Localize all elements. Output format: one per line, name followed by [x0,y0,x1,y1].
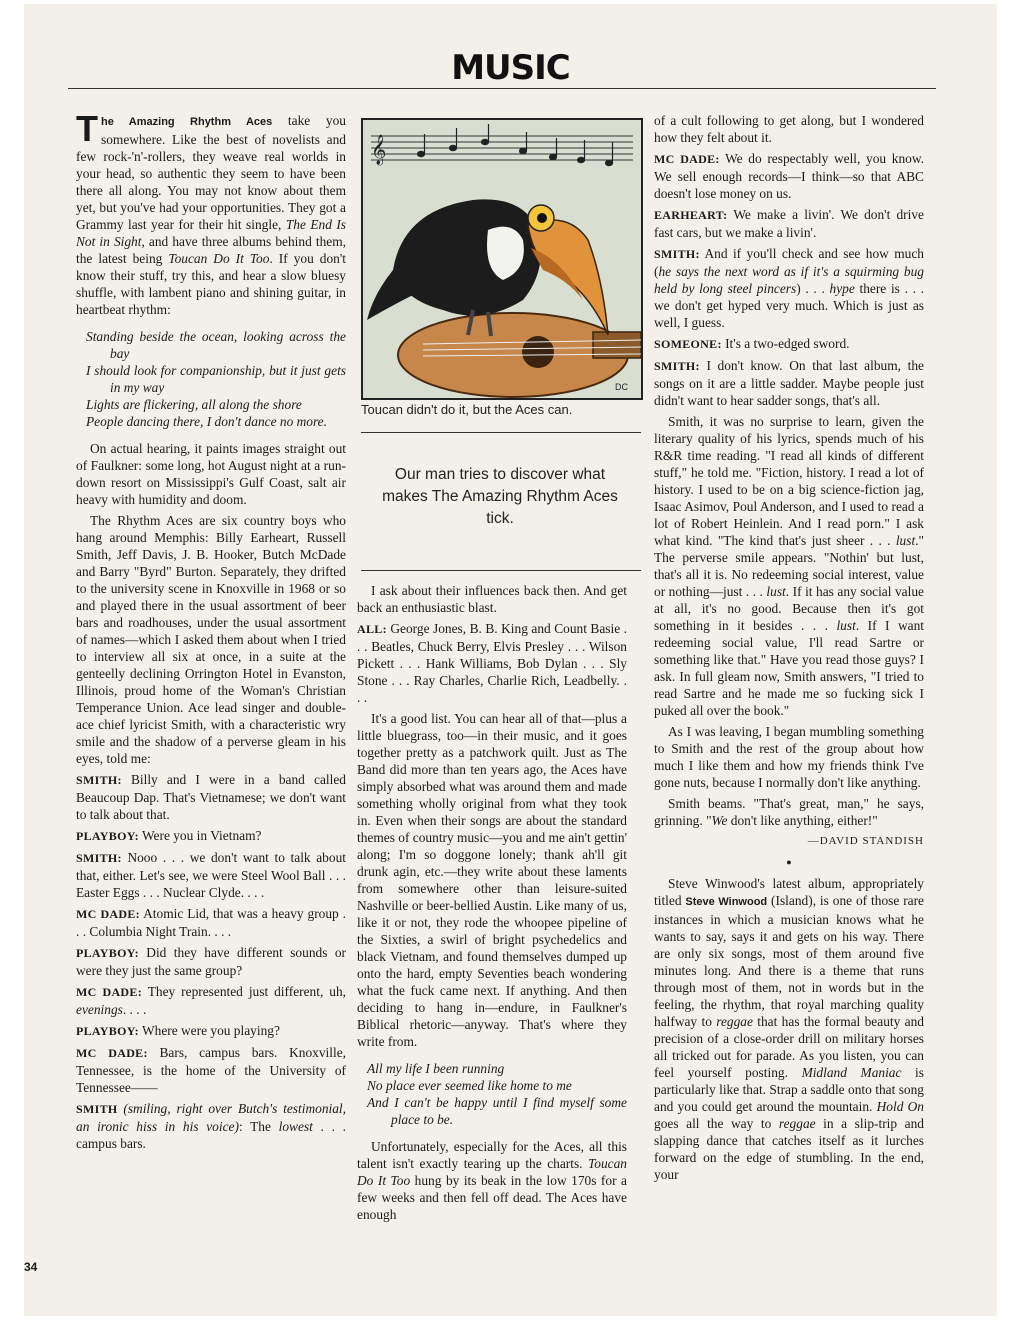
lyric-line: Standing beside the ocean, looking across the bay [86,329,346,361]
section-heading: MUSIC [451,48,570,88]
dialogue-line: PLAYBOY: Were you in Vietnam? [76,828,262,843]
lyric-verse [357,1060,627,1128]
toucan-guitar-drawing [363,120,641,398]
deck-rule-bottom [361,570,641,571]
dialogue-line: SOMEONE: It's a two-edged sword. [654,336,850,351]
lyric-line: No place ever seemed like home to me [367,1078,572,1093]
dialogue-line: EARHEART: We make a livin'. We don't drive fast cars, but we make a livin'. [654,207,924,240]
magazine-page [24,4,997,1316]
author-byline: —DAVID STANDISH [807,835,924,847]
section-bullet-icon: ● [786,857,792,867]
article-column-1 [76,108,347,1156]
paragraph: I ask about their influences back then. And get back an enthusiastic blast. [357,583,627,615]
lyric-line: I should look for companionship, but it just gets in my way [86,363,346,395]
dialogue-line: MC DADE: They represented just different, uh, evenings. . . . [76,984,347,1017]
dialogue-line: PLAYBOY: Did they have different sounds or were they just the same group? [76,945,346,978]
paragraph: Smith, it was no surprise to learn, given the literary quality of his lyrics, spends much of his R&R time reading. "I read all kinds of different stuff," he told me. "Fiction, history. I read a lot of history. I used to be on a big science-fiction jag, Isaac Asimov, Poul Anderson, and I used to read a lot of Robert Heinlein. And I read porn." I ask what kind. "The kind that's just sheer . . . lust." The perverse smile appears. "Nothin' but lust, that's all it is. No redeeming social interest, value or nothing—just . . . lust. If it has any social value at all, it's no good. Because then it's got something in it besides . . . lust. If I want redeeming social value, I'll read Sartre or something like that." Have you read those guys? I ask. In full gleam now, Smith answers, "I tried to read Sartre and he made me so fucking sick I puked all over the book." [654,414,924,718]
opening-paragraph: The Amazing Rhythm Aces take you somewhere. Like the best of novelists and few rock-'n'-rollers, they weave real worlds in your head, so authentic they seem to have been there all along. You may not know about them yet, but you've had your opportunities. They got a Grammy last year for their hit single, The End Is Not in Sight, and have three albums behind them, the latest being Toucan Do It Too. If you don't know their stuff, try this, and hear a slow bluesy shuffle, with lambent piano and shining guitar, in heartbeat rhythm: [76,108,346,317]
artist-signature: DC [615,382,628,392]
page-number: 34 [24,1260,38,1274]
dialogue-line: MC DADE: Atomic Lid, that was a heavy group . . . Columbia Night Train. . . . [76,906,346,939]
paragraph: of a cult following to get along, but I wondered how they felt about it. [654,113,924,145]
toucan-illustration [361,118,643,400]
paragraph: The Rhythm Aces are six country boys who hang around Memphis: Billy Earheart, Russell Smith, Jeff Davis, J. B. Hooker, Butch McDade and Barry "Byrd" Burton. Separately, they drifted to the university scene in Knoxville in 1968 or so and played there in the usual assortment of beer bars and roadhouses, under the usual assortment of names—which I asked them about when I tried to interview all six at once, in a suite at the genteelly declining Orrington Hotel in Evanston, Illinois, proud home of the Woman's Christian Temperance Union. Ace lead singer and double-ace chief lyricist Smith, with a characteristic wry smile and the shadow of a perverse gleam in his eyes, told me: [76,513,346,766]
dialogue-line: MC DADE: We do respectably well, you know. We sell enough records—I think—so that ABC doesn't lose money on us. [654,151,925,201]
lyric-line: Lights are flickering, all along the shore [86,397,302,412]
deck-rule-top [361,432,641,433]
lyric-line: All my life I been running [367,1061,505,1076]
dialogue-line: MC DADE: Bars, campus bars. Knoxville, Tennessee, is the home of the University of Tennessee—— [76,1045,347,1095]
paragraph: As I was leaving, I began mumbling something to Smith and the rest of the group about how much I like them and how my friends think I've gone nuts, because I normally don't like anything. [654,724,924,790]
lyric-verse [76,328,346,430]
dialogue-line: PLAYBOY: Where were you playing? [76,1023,280,1038]
dialogue-line: SMITH: I don't know. On that last album, the songs on it are a little sadder. Maybe people just didn't want to hear sadder songs, that's all. [654,358,924,408]
svg-text:𝄞: 𝄞 [371,135,387,165]
paragraph: It's a good list. You can hear all of that—plus a little bluegrass, too—in their music, and it goes together pretty as a patchwork quilt. Just as The Band did more than ten years ago, the Aces have simply absorbed what was around them and made something wholly original from what they took in. Even when their songs are about the standard themes of country music—you and me ain't gettin' along; I'm so doggone lonely; thank ah'll git drunk agin, etc.—they write about these laments from somewhere other than leisure-suited Nashville or beer-bellied Austin. Like many of us, like it or not, they rode the whoopee pipeline of the Sixties, a swirl of bright psychedelics and black Vietnam, and found themselves dumped up onto the hard, empty Seventies beach wondering what the fuck came next. If anything. And then deciding to hang in—endure, in Faulkner's Biblical rhetoric—anyway. That's where they write from. [357,711,627,1049]
paragraph: Unfortunately, especially for the Aces, all this talent isn't exactly tearing up the charts. Toucan Do It Too hung by its beak in the low 170s for a few weeks and then fell off dead. The Aces have enough [357,1139,627,1222]
paragraph: Steve Winwood's latest album, appropriately titled Steve Winwood (Island), is one of those rare instances in which a musician knows what he wants to say, says it and gets on his way. There are only six songs, most of them around five minutes long. And there is a theme that runs through most of them, not in words but in the feeling, the rhythm, that royal marching quality halfway to reggae that has the formal beauty and precision of a close-order drill on military horses all tricked out for parade. As you listen, you can feel yourself posting. Midland Maniac is particularly like that. Strap a saddle onto that song and you could get around the mountain. Hold On goes all the way to reggae in a slip-trip and slapping dance that catches itself as it lurches forward on the edge of stumbling. In the end, your [654,876,925,1182]
illustration-caption: Toucan didn't do it, but the Aces can. [361,402,573,417]
drop-cap: T [76,108,98,149]
article-column-3 [654,112,924,1187]
dialogue-line: SMITH: Nooo . . . we don't want to talk about that, either. Let's see, we were Steel Wool Ball . . . Easter Eggs . . . Nuclear Clyde. . . . [76,850,346,900]
dialogue-line: SMITH (smiling, right over Butch's testimonial, an ironic hiss in his voice): The lowest . . . campus bars. [76,1101,346,1151]
dialogue-line: SMITH: Billy and I were in a band called Beaucoup Dap. That's Vietnamese; we don't want to talk about that. [76,772,346,822]
paragraph: Smith beams. "That's great, man," he says, grinning. "We don't like anything, either!" [654,796,924,828]
dialogue-line: SMITH: And if you'll check and see how much (he says the next word as if it's a squirming bug held by long steel pincers) . . . hype there is . . . we don't get hyped very much. Which is just as well, I guess. [654,246,924,330]
header-rule [68,88,936,89]
lyric-line: And I can't be happy until I find myself some place to be. [367,1095,627,1127]
article-deck: Our man tries to discover what makes The Amazing Rhythm Aces tick. [382,466,618,527]
paragraph: On actual hearing, it paints images straight out of Faulkner: some long, hot August night at a run-down resort on Mississippi's Gulf Coast, salt air heavy with humidity and doom. [76,441,346,507]
dialogue-line: ALL: George Jones, B. B. King and Count Basie . . . Beatles, Chuck Berry, Elvis Presley . . . Wilson Pickett . . . Hank Williams, Bob Dylan . . . Sly Stone . . . Ray Charles, Charlie Rich, Leadbelly. . . . [357,621,627,705]
article-column-2 [357,582,627,1227]
lyric-line: People dancing there, I don't dance no more. [86,414,327,429]
